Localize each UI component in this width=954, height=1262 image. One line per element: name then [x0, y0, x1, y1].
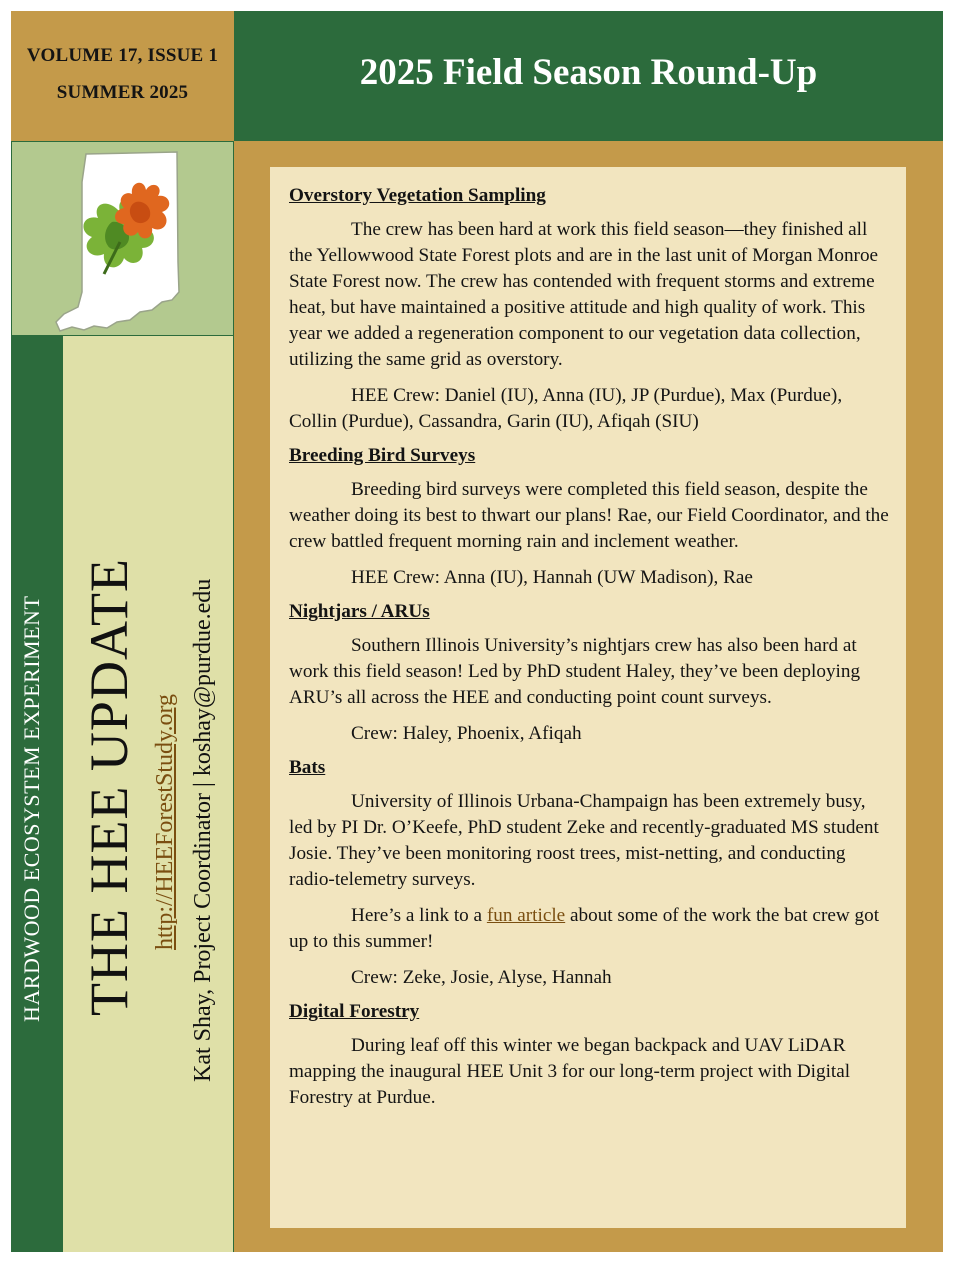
issue-box — [11, 11, 235, 141]
logo-panel — [11, 141, 234, 336]
newsletter-title: THE HEE UPDATE — [79, 558, 139, 1016]
section-heading: Breeding Bird Surveys — [289, 445, 476, 466]
section-paragraph: During leaf off this winter we began backpack and UAV LiDAR mapping the inaugural HEE Unit 3 for our long-term project with Digital Forestry at Purdue. — [289, 1035, 851, 1108]
crew-list: HEE Crew: Daniel (IU), Anna (IU), JP (Purdue), Max (Purdue), Collin (Purdue), Cassandra, Garin (IU), Afiqah (SIU) — [289, 385, 843, 432]
section-heading: Bats — [289, 757, 326, 778]
title-bar — [234, 11, 943, 141]
crew-list: Crew: Zeke, Josie, Alyse, Hannah — [351, 967, 612, 988]
link-suffix: about some of the work the bat crew got up to this summer! — [289, 905, 880, 952]
article-link-paragraph — [289, 903, 893, 955]
section-digital-forestry — [289, 1001, 893, 1111]
page-title: 2025 Field Season Round-Up — [359, 52, 818, 93]
crew-list: HEE Crew: Anna (IU), Hannah (UW Madison), Rae — [351, 567, 753, 588]
website-link[interactable]: http://HEEForestStudy.org — [152, 693, 178, 950]
section-breeding-birds — [289, 445, 893, 591]
section-paragraph: Breeding bird surveys were completed this field season, despite the weather doing its best to thwart our plans! Rae, our Field Coordinator, and the crew battled frequent morning rain and inclement weather. — [289, 479, 889, 552]
section-heading: Digital Forestry — [289, 1001, 420, 1022]
section-overstory — [289, 185, 893, 435]
link-prefix: Here’s a link to a — [351, 905, 487, 926]
section-paragraph: Southern Illinois University’s nightjars crew has also been hard at work this field season! Led by PhD student Haley, they’ve been deploying ARU’s all across the HEE and conducting point count surveys. — [289, 635, 861, 708]
crew-list: Crew: Haley, Phoenix, Afiqah — [351, 723, 582, 744]
contact-info: Kat Shay, Project Coordinator | koshay@purdue.edu — [190, 578, 216, 1082]
content-panel — [270, 167, 906, 1228]
section-heading: Overstory Vegetation Sampling — [289, 185, 546, 206]
section-bats — [289, 757, 893, 991]
section-nightjars — [289, 601, 893, 747]
issue-season: SUMMER 2025 — [56, 82, 189, 103]
section-paragraph: University of Illinois Urbana-Champaign has been extremely busy, led by PI Dr. O’Keefe, PhD student Zeke and recently-graduated MS student Josie. They’ve been monitoring roost trees, mist-netting, and conducting radio-telemetry surveys. — [289, 791, 879, 890]
fun-article-link[interactable]: fun article — [486, 905, 566, 926]
experiment-name: HARDWOOD ECOSYSTEM EXPERIMENT — [19, 595, 44, 1022]
section-paragraph: The crew has been hard at work this field season—they finished all the Yellowwood State Forest plots and are in the last unit of Morgan Monroe State Forest now. The crew has contended with frequent storms and extreme heat, but have maintained a positive attitude and high quality of work. This year we added a regeneration component to our vegetation data collection, utilizing the same grid as overstory. — [289, 219, 879, 370]
section-heading: Nightjars / ARUs — [289, 601, 430, 622]
issue-volume: VOLUME 17, ISSUE 1 — [26, 45, 219, 66]
article-body — [289, 185, 893, 1121]
indiana-oak-leaf-logo — [12, 142, 233, 335]
